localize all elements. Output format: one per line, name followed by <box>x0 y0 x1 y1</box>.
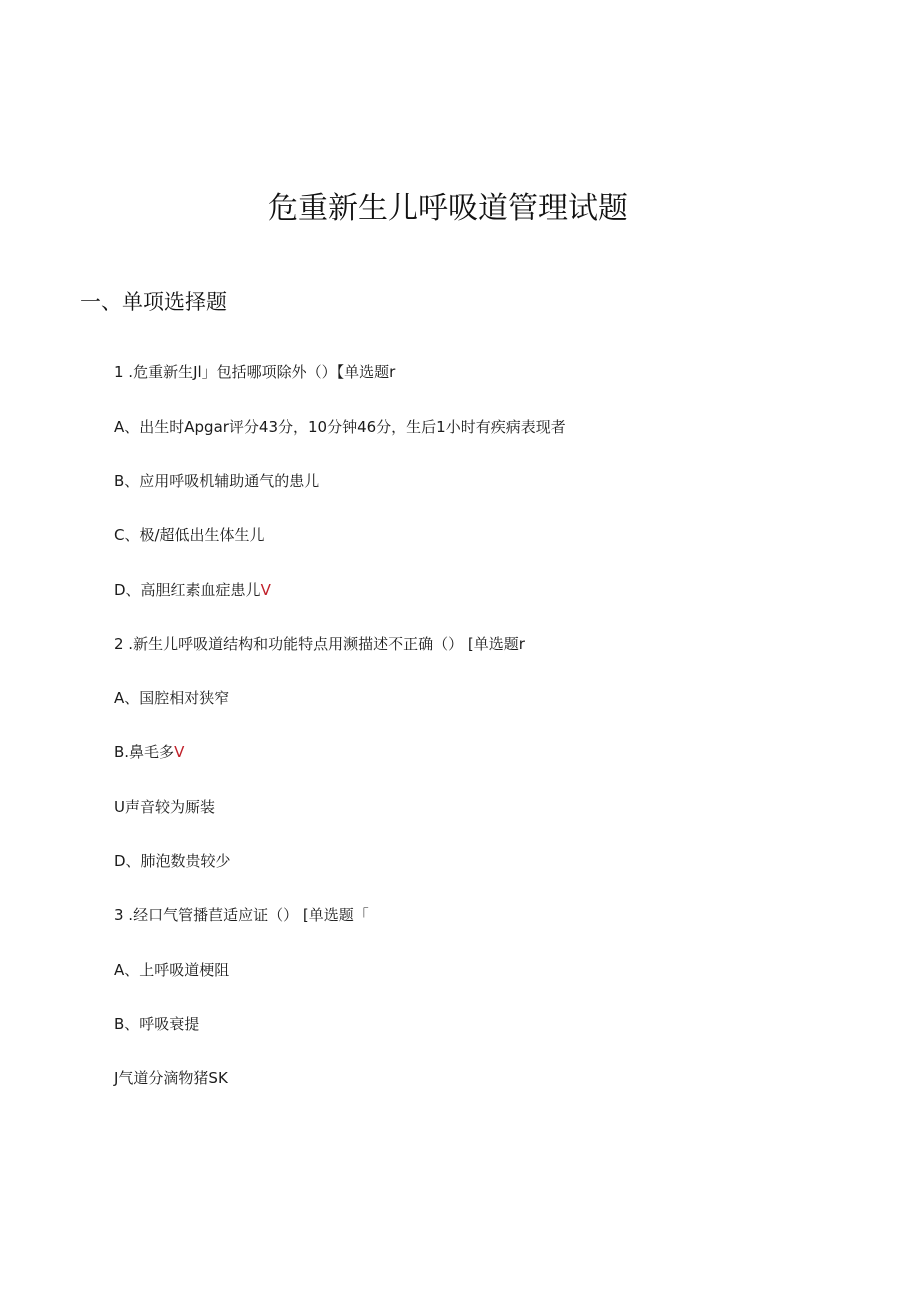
option-text: B.鼻毛多 <box>114 743 175 761</box>
option-text: B、呼吸衰提 <box>114 1015 200 1033</box>
option-text: D、高胆红素血症患儿 <box>114 581 261 599</box>
option-text: C、极/超低出生体生儿 <box>114 526 265 544</box>
option-text: B、应用呼吸机辅助通气的患儿 <box>114 472 320 490</box>
question-1-stem: 1 .危重新生Jl」包括哪项除外（）【单选题r <box>114 363 396 381</box>
question-1-option-b <box>114 470 319 491</box>
document-title: 危重新生儿呼吸道管理试题 <box>268 191 628 226</box>
option-text: A、出生时Apgar评分43分，10分钟46分，生后1小时有疾病表现者 <box>114 418 566 436</box>
question-1-option-a <box>114 416 566 437</box>
question-2-option-d <box>114 850 231 871</box>
correct-answer-mark: V <box>174 743 185 761</box>
question-3-option-c <box>114 1067 228 1088</box>
question-2-option-a <box>114 687 229 708</box>
option-text: A、国腔相对狭窄 <box>114 689 230 707</box>
section-heading: 一、单项选择题 <box>80 290 227 314</box>
correct-answer-mark: V <box>260 581 271 599</box>
question-3-option-a <box>114 959 229 980</box>
question-2-stem: 2 .新生儿呼吸道结构和功能特点用濒描述不正确（） [单选题r <box>114 635 525 653</box>
option-text: U声音较为厮装 <box>114 798 215 816</box>
question-3-option-b <box>114 1013 199 1034</box>
option-text: A、上呼吸道梗阻 <box>114 961 230 979</box>
question-1-option-c <box>114 524 265 545</box>
option-text: D、肺泡数贵较少 <box>114 852 231 870</box>
option-text: J气道分滴物猪SK <box>114 1069 228 1087</box>
question-2-option-b <box>114 741 184 762</box>
question-1-option-d <box>114 579 271 600</box>
question-3-stem: 3 .经口气管播苣适应证（） [单选题「 <box>114 906 369 924</box>
question-2-option-c <box>114 796 215 817</box>
